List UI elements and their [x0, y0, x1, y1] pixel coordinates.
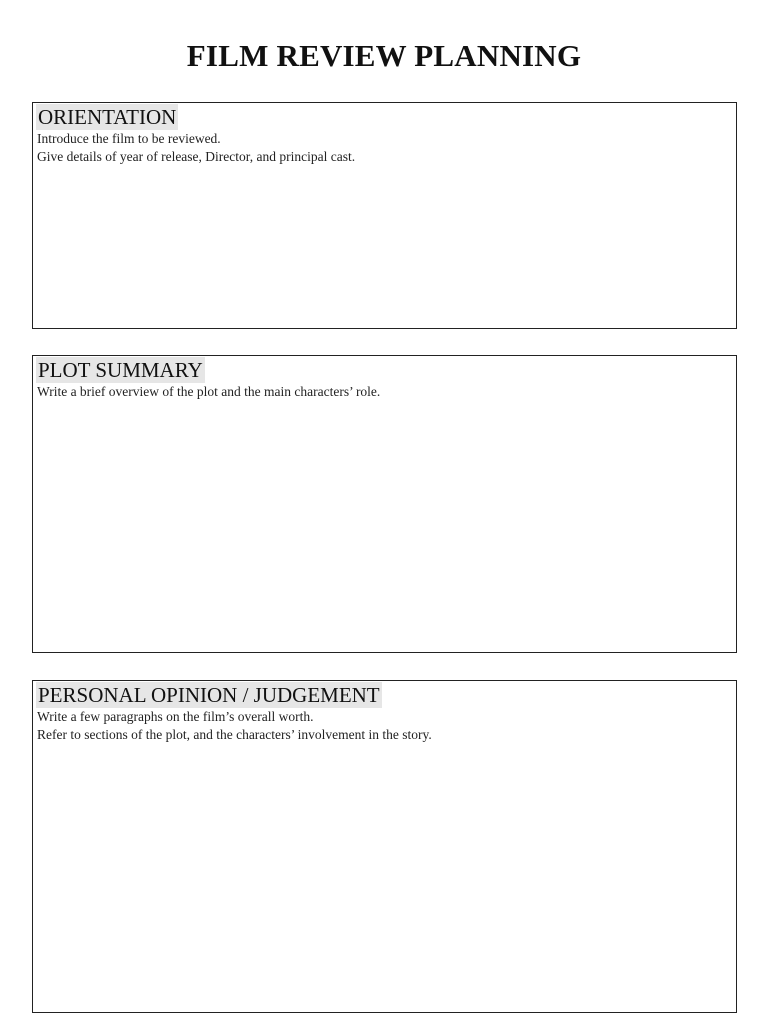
orientation-heading: ORIENTATION: [38, 105, 177, 129]
orientation-section[interactable]: [32, 102, 737, 329]
orientation-instruction-line: Give details of year of release, Director, and principal cast.: [37, 149, 356, 164]
orientation-instruction-line: Introduce the film to be reviewed.: [37, 131, 221, 146]
orientation-instructions: [37, 130, 736, 166]
personal-opinion-section[interactable]: [32, 680, 737, 1013]
personal-opinion-heading: PERSONAL OPINION / JUDGEMENT: [38, 683, 380, 707]
personal-opinion-instruction-line: Refer to sections of the plot, and the characters’ involvement in the story.: [37, 727, 432, 742]
page-title: FILM REVIEW PLANNING: [186, 38, 582, 73]
personal-opinion-instructions: [37, 708, 736, 744]
plot-summary-heading: PLOT SUMMARY: [38, 358, 203, 382]
plot-summary-section[interactable]: [32, 355, 737, 653]
plot-summary-instruction-line: Write a brief overview of the plot and the main characters’ role.: [37, 384, 381, 399]
plot-summary-instructions: [37, 383, 736, 401]
personal-opinion-instruction-line: Write a few paragraphs on the film’s overall worth.: [37, 709, 314, 724]
